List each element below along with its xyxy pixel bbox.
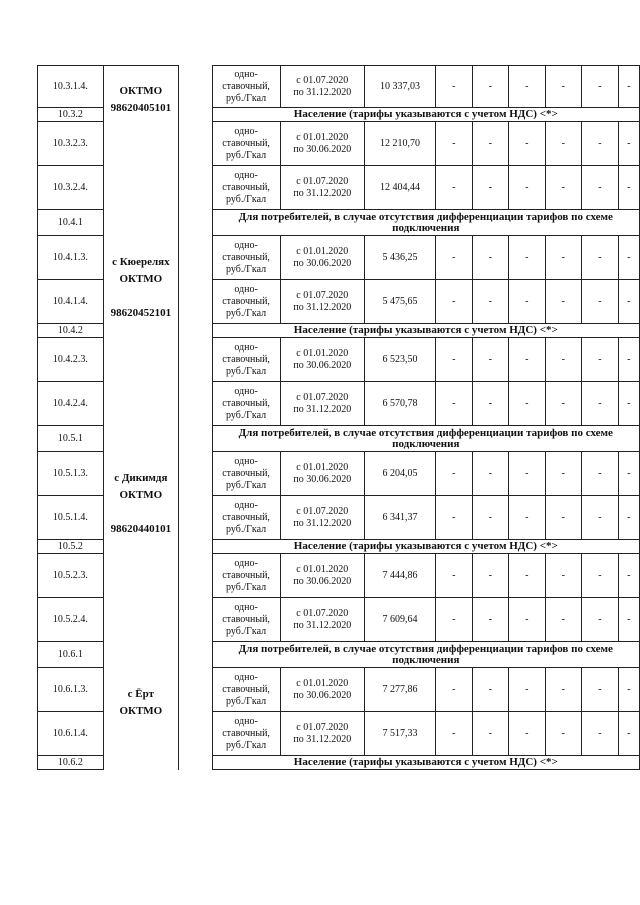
gap-cell	[179, 554, 213, 598]
empty-dash-cell: -	[472, 382, 509, 426]
period-cell: с 01.07.2020 по 31.12.2020	[280, 598, 364, 642]
empty-dash-cell: -	[509, 382, 546, 426]
section-header-row	[38, 426, 640, 452]
gap-cell	[179, 324, 213, 338]
row-code: 10.6.2	[38, 756, 104, 770]
tariff-value: 7 277,86	[364, 668, 435, 712]
tariff-value: 12 404,44	[364, 166, 435, 210]
section-header-text: Для потребителей, в случае отсутствия дифференциации тарифов по схеме подключения	[212, 642, 639, 668]
empty-dash-cell: -	[618, 166, 639, 210]
empty-dash-cell: -	[618, 236, 639, 280]
period-cell: с 01.07.2020 по 31.12.2020	[280, 496, 364, 540]
location-cell	[103, 66, 178, 210]
empty-dash-cell: -	[472, 236, 509, 280]
empty-dash-cell: -	[545, 382, 582, 426]
tariff-document	[37, 65, 640, 770]
gap-cell	[179, 598, 213, 642]
gap-cell	[179, 496, 213, 540]
location-line	[104, 288, 178, 305]
unit-cell: одно- ставочный, руб./Гкал	[212, 382, 280, 426]
empty-dash-cell: -	[509, 122, 546, 166]
empty-dash-cell: -	[435, 452, 472, 496]
empty-dash-cell: -	[545, 452, 582, 496]
empty-dash-cell: -	[582, 496, 619, 540]
gap-cell	[179, 712, 213, 756]
empty-dash-cell: -	[582, 382, 619, 426]
empty-dash-cell: -	[509, 712, 546, 756]
row-code: 10.6.1.3.	[38, 668, 104, 712]
location-cell	[103, 642, 178, 770]
section-header-text: Население (тарифы указываются с учетом НДС) <*>	[212, 756, 639, 770]
row-code: 10.4.1	[38, 210, 104, 236]
gap-cell	[179, 66, 213, 108]
empty-dash-cell: -	[509, 668, 546, 712]
empty-dash-cell: -	[472, 122, 509, 166]
empty-dash-cell: -	[545, 122, 582, 166]
empty-dash-cell: -	[545, 280, 582, 324]
row-code: 10.5.1.3.	[38, 452, 104, 496]
empty-dash-cell: -	[509, 280, 546, 324]
empty-dash-cell: -	[472, 496, 509, 540]
period-cell: с 01.01.2020 по 30.06.2020	[280, 122, 364, 166]
empty-dash-cell: -	[435, 236, 472, 280]
row-code: 10.4.2.4.	[38, 382, 104, 426]
section-header-text: Население (тарифы указываются с учетом НДС) <*>	[212, 540, 639, 554]
empty-dash-cell: -	[472, 166, 509, 210]
tariff-value: 6 570,78	[364, 382, 435, 426]
empty-dash-cell: -	[618, 122, 639, 166]
location-line: с Дикимдя	[114, 471, 168, 484]
empty-dash-cell: -	[509, 338, 546, 382]
empty-dash-cell: -	[582, 668, 619, 712]
gap-cell	[179, 452, 213, 496]
empty-dash-cell: -	[509, 496, 546, 540]
location-line: ОКТМО	[119, 488, 163, 501]
empty-dash-cell: -	[582, 554, 619, 598]
tariff-value: 7 609,64	[364, 598, 435, 642]
gap-cell	[179, 210, 213, 236]
empty-dash-cell: -	[618, 382, 639, 426]
unit-cell: одно- ставочный, руб./Гкал	[212, 452, 280, 496]
period-cell: с 01.07.2020 по 31.12.2020	[280, 712, 364, 756]
tariff-row	[38, 66, 640, 108]
section-header-text: Население (тарифы указываются с учетом НДС) <*>	[212, 108, 639, 122]
row-code: 10.3.2.4.	[38, 166, 104, 210]
unit-cell: одно- ставочный, руб./Гкал	[212, 236, 280, 280]
location-line: с Ёрт	[127, 687, 155, 700]
unit-cell: одно- ставочный, руб./Гкал	[212, 338, 280, 382]
empty-dash-cell: -	[582, 280, 619, 324]
empty-dash-cell: -	[472, 668, 509, 712]
empty-dash-cell: -	[618, 496, 639, 540]
empty-dash-cell: -	[509, 452, 546, 496]
empty-dash-cell: -	[472, 452, 509, 496]
gap-cell	[179, 540, 213, 554]
empty-dash-cell: -	[618, 598, 639, 642]
empty-dash-cell: -	[582, 338, 619, 382]
row-code: 10.4.1.4.	[38, 280, 104, 324]
tariff-value: 6 341,37	[364, 496, 435, 540]
empty-dash-cell: -	[509, 598, 546, 642]
tariff-value: 6 204,05	[364, 452, 435, 496]
empty-dash-cell: -	[582, 166, 619, 210]
row-code: 10.5.1.4.	[38, 496, 104, 540]
period-cell: с 01.07.2020 по 31.12.2020	[280, 66, 364, 108]
gap-cell	[179, 382, 213, 426]
empty-dash-cell: -	[582, 712, 619, 756]
empty-dash-cell: -	[618, 338, 639, 382]
empty-dash-cell: -	[435, 122, 472, 166]
empty-dash-cell: -	[435, 668, 472, 712]
empty-dash-cell: -	[472, 598, 509, 642]
empty-dash-cell: -	[618, 66, 639, 108]
empty-dash-cell: -	[472, 280, 509, 324]
empty-dash-cell: -	[509, 554, 546, 598]
period-cell: с 01.01.2020 по 30.06.2020	[280, 338, 364, 382]
gap-cell	[179, 756, 213, 770]
row-code: 10.4.1.3.	[38, 236, 104, 280]
empty-dash-cell: -	[435, 496, 472, 540]
unit-cell: одно- ставочный, руб./Гкал	[212, 598, 280, 642]
empty-dash-cell: -	[509, 66, 546, 108]
unit-cell: одно- ставочный, руб./Гкал	[212, 496, 280, 540]
unit-cell: одно- ставочный, руб./Гкал	[212, 66, 280, 108]
empty-dash-cell: -	[509, 166, 546, 210]
empty-dash-cell: -	[435, 598, 472, 642]
empty-dash-cell: -	[509, 236, 546, 280]
empty-dash-cell: -	[435, 280, 472, 324]
period-cell: с 01.07.2020 по 31.12.2020	[280, 382, 364, 426]
tariff-value: 5 475,65	[364, 280, 435, 324]
section-header-text: Для потребителей, в случае отсутствия дифференциации тарифов по схеме подключения	[212, 210, 639, 236]
section-header-row	[38, 210, 640, 236]
location-line: ОКТМО	[119, 704, 163, 717]
location-line: ОКТМО	[119, 272, 163, 285]
location-line: ОКТМО	[119, 85, 163, 97]
empty-dash-cell: -	[618, 452, 639, 496]
gap-cell	[179, 166, 213, 210]
row-code: 10.4.2	[38, 324, 104, 338]
empty-dash-cell: -	[545, 166, 582, 210]
period-cell: с 01.07.2020 по 31.12.2020	[280, 166, 364, 210]
location-line: 98620440101	[110, 522, 172, 535]
empty-dash-cell: -	[545, 712, 582, 756]
empty-dash-cell: -	[545, 598, 582, 642]
empty-dash-cell: -	[582, 598, 619, 642]
unit-cell: одно- ставочный, руб./Гкал	[212, 166, 280, 210]
period-cell: с 01.01.2020 по 30.06.2020	[280, 452, 364, 496]
gap-cell	[179, 108, 213, 122]
tariff-value: 7 444,86	[364, 554, 435, 598]
tariff-value: 7 517,33	[364, 712, 435, 756]
row-code: 10.5.2.3.	[38, 554, 104, 598]
gap-cell	[179, 338, 213, 382]
empty-dash-cell: -	[435, 66, 472, 108]
tariff-table	[37, 65, 640, 770]
gap-cell	[179, 280, 213, 324]
section-header-text: Для потребителей, в случае отсутствия дифференциации тарифов по схеме подключения	[212, 426, 639, 452]
row-code: 10.6.1.4.	[38, 712, 104, 756]
empty-dash-cell: -	[545, 554, 582, 598]
gap-cell	[179, 236, 213, 280]
empty-dash-cell: -	[472, 66, 509, 108]
empty-dash-cell: -	[545, 496, 582, 540]
unit-cell: одно- ставочный, руб./Гкал	[212, 280, 280, 324]
section-header-text: Население (тарифы указываются с учетом НДС) <*>	[212, 324, 639, 338]
row-code: 10.6.1	[38, 642, 104, 668]
empty-dash-cell: -	[472, 712, 509, 756]
empty-dash-cell: -	[545, 668, 582, 712]
empty-dash-cell: -	[582, 66, 619, 108]
empty-dash-cell: -	[435, 712, 472, 756]
period-cell: с 01.01.2020 по 30.06.2020	[280, 554, 364, 598]
period-cell: с 01.07.2020 по 31.12.2020	[280, 280, 364, 324]
empty-dash-cell: -	[435, 554, 472, 598]
period-cell: с 01.01.2020 по 30.06.2020	[280, 236, 364, 280]
empty-dash-cell: -	[618, 554, 639, 598]
location-cell	[103, 426, 178, 642]
row-code: 10.5.1	[38, 426, 104, 452]
tariff-value: 10 337,03	[364, 66, 435, 108]
unit-cell: одно- ставочный, руб./Гкал	[212, 668, 280, 712]
location-line: с Кюерелях	[112, 255, 170, 268]
empty-dash-cell: -	[435, 338, 472, 382]
row-code: 10.5.2	[38, 540, 104, 554]
empty-dash-cell: -	[582, 236, 619, 280]
unit-cell: одно- ставочный, руб./Гкал	[212, 554, 280, 598]
location-line: 98620452101	[110, 306, 172, 319]
tariff-value: 5 436,25	[364, 236, 435, 280]
location-cell	[103, 210, 178, 426]
empty-dash-cell: -	[545, 338, 582, 382]
unit-cell: одно- ставочный, руб./Гкал	[212, 122, 280, 166]
gap-cell	[179, 668, 213, 712]
row-code: 10.3.2.3.	[38, 122, 104, 166]
tariff-value: 12 210,70	[364, 122, 435, 166]
empty-dash-cell: -	[618, 712, 639, 756]
row-code: 10.5.2.4.	[38, 598, 104, 642]
location-line	[104, 504, 178, 521]
empty-dash-cell: -	[435, 166, 472, 210]
empty-dash-cell: -	[582, 452, 619, 496]
empty-dash-cell: -	[472, 554, 509, 598]
period-cell: с 01.01.2020 по 30.06.2020	[280, 668, 364, 712]
section-header-row	[38, 642, 640, 668]
empty-dash-cell: -	[545, 66, 582, 108]
empty-dash-cell: -	[545, 236, 582, 280]
gap-cell	[179, 642, 213, 668]
empty-dash-cell: -	[618, 668, 639, 712]
location-line	[104, 66, 178, 83]
empty-dash-cell: -	[472, 338, 509, 382]
tariff-value: 6 523,50	[364, 338, 435, 382]
location-line: 98620405101	[110, 102, 172, 114]
row-code: 10.4.2.3.	[38, 338, 104, 382]
gap-cell	[179, 122, 213, 166]
gap-cell	[179, 426, 213, 452]
row-code: 10.3.2	[38, 108, 104, 122]
unit-cell: одно- ставочный, руб./Гкал	[212, 712, 280, 756]
empty-dash-cell: -	[618, 280, 639, 324]
empty-dash-cell: -	[435, 382, 472, 426]
empty-dash-cell: -	[582, 122, 619, 166]
row-code: 10.3.1.4.	[38, 66, 104, 108]
